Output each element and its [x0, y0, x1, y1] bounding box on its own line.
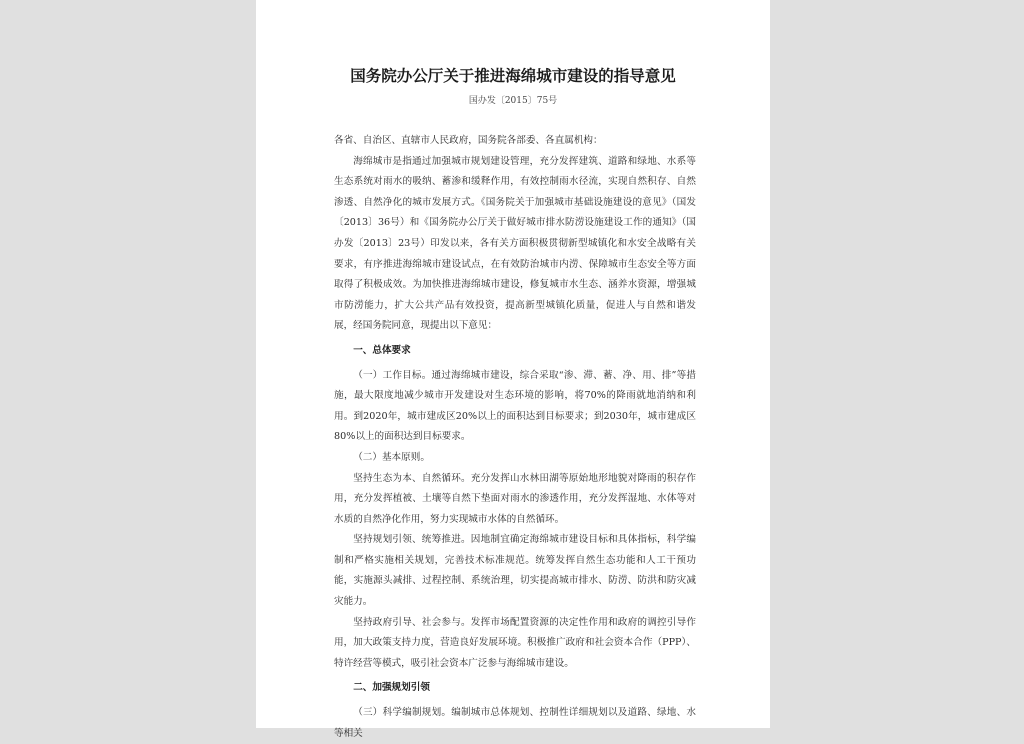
paragraph-intro: 海绵城市是指通过加强城市规划建设管理，充分发挥建筑、道路和绿地、水系等生态系统对雨水的吸纳、蓄渗和缓释作用，有效控制雨水径流，实现自然积存、自然渗透、自然净化的城市发展方式。《国务院关于加强城市基础设施建设的意见》（国发〔2013〕36号）和《国务院办公厅关于做好城市排水防涝设施建设工作的通知》（国办发〔2013〕23号）印发以来，各有关方面积极贯彻新型城镇化和水安全战略有关要求，有序推进海绵城市建设试点，在有效防治城市内涝、保障城市生态安全等方面取得了积极成效。为加快推进海绵城市建设，修复城市水生态、涵养水资源，增强城市防涝能力，扩大公共产品有效投资，提高新型城镇化质量，促进人与自然和谐发展，经国务院同意，现提出以下意见：	[334, 155, 696, 332]
paragraph-planning: （三）科学编制规划。编制城市总体规划、控制性详细规划以及道路、绿地、水等相关	[334, 707, 696, 739]
section-heading-2: 二、加强规划引领	[353, 682, 430, 694]
document-number: 国办发〔2015〕75号	[468, 96, 558, 106]
paragraph-principles-title: （二）基本原则。	[353, 451, 430, 463]
paragraph-principle-ecology: 坚持生态为本、自然循环。充分发挥山水林田湖等原始地形地貌对降雨的积存作用，充分发挥植被、土壤等自然下垫面对雨水的渗透作用，充分发挥湿地、水体等对水质的自然净化作用，努力实现城市水体的自然循环。	[334, 472, 696, 525]
document-body	[334, 131, 696, 744]
section-heading-1: 一、总体要求	[353, 344, 411, 356]
paragraph-principle-government: 坚持政府引导、社会参与。发挥市场配置资源的决定性作用和政府的调控引导作用，加大政策支持力度，营造良好发展环境。积极推广政府和社会资本合作（PPP）、特许经营等模式，吸引社会资本广泛参与海绵城市建设。	[334, 616, 696, 669]
paragraph-work-goal: （一）工作目标。通过海绵城市建设，综合采取“渗、滞、蓄、净、用、排”等措施，最大限度地减少城市开发建设对生态环境的影响，将70%的降雨就地消纳和利用。到2020年，城市建成区20%以上的面积达到目标要求；到2030年，城市建成区80%以上的面积达到目标要求。	[334, 369, 696, 443]
salutation: 各省、自治区、直辖市人民政府，国务院各部委、各直属机构：	[334, 135, 603, 146]
document-title: 国务院办公厅关于推进海绵城市建设的指导意见	[350, 67, 676, 85]
paragraph-principle-planning: 坚持规划引领、统筹推进。因地制宜确定海绵城市建设目标和具体指标，科学编制和严格实施相关规划，完善技术标准规范。统筹发挥自然生态功能和人工干预功能，实施源头减排、过程控制、系统治理，切实提高城市排水、防涝、防洪和防灾减灾能力。	[334, 534, 696, 608]
document-page	[256, 0, 770, 739]
